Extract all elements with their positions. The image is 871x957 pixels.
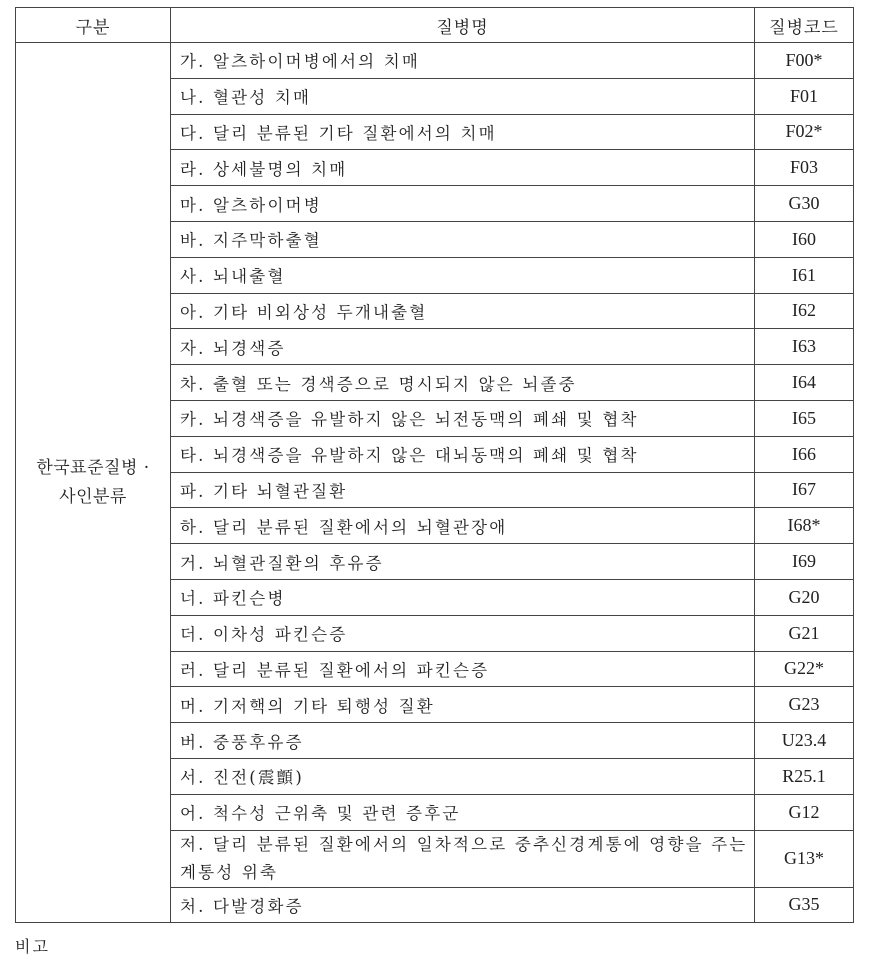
disease-code: I63 bbox=[755, 329, 854, 365]
disease-code: G20 bbox=[755, 579, 854, 615]
header-category: 구분 bbox=[16, 8, 171, 43]
disease-name: 가. 알츠하이머병에서의 치매 bbox=[171, 43, 755, 79]
disease-code: R25.1 bbox=[755, 758, 854, 794]
disease-code: I60 bbox=[755, 221, 854, 257]
disease-code: I68* bbox=[755, 508, 854, 544]
disease-code: U23.4 bbox=[755, 723, 854, 759]
category-label-line2: 사인분류 bbox=[59, 486, 127, 507]
disease-code: I64 bbox=[755, 365, 854, 401]
disease-name: 라. 상세불명의 치매 bbox=[171, 150, 755, 186]
disease-code: I69 bbox=[755, 544, 854, 580]
disease-name: 아. 기타 비외상성 두개내출혈 bbox=[171, 293, 755, 329]
disease-code: F03 bbox=[755, 150, 854, 186]
disease-name: 저. 달리 분류된 질환에서의 일차적으로 중추신경계통에 영향을 주는 계통성 위축 bbox=[171, 830, 755, 887]
disease-name: 처. 다발경화증 bbox=[171, 887, 755, 923]
disease-name: 거. 뇌혈관질환의 후유증 bbox=[171, 544, 755, 580]
disease-code: I61 bbox=[755, 257, 854, 293]
disease-code: I66 bbox=[755, 436, 854, 472]
disease-name: 너. 파킨슨병 bbox=[171, 579, 755, 615]
disease-name: 바. 지주막하출혈 bbox=[171, 221, 755, 257]
table-row bbox=[16, 43, 854, 79]
disease-code: G13* bbox=[755, 830, 854, 887]
disease-code: G22* bbox=[755, 651, 854, 687]
disease-name: 나. 혈관성 치매 bbox=[171, 78, 755, 114]
disease-name: 사. 뇌내출혈 bbox=[171, 257, 755, 293]
disease-name: 버. 중풍후유증 bbox=[171, 723, 755, 759]
disease-name: 서. 진전(震顫) bbox=[171, 758, 755, 794]
disease-name: 더. 이차성 파킨슨증 bbox=[171, 615, 755, 651]
disease-code-table bbox=[15, 7, 854, 923]
disease-code: F02* bbox=[755, 114, 854, 150]
header-disease-code: 질병코드 bbox=[755, 8, 854, 43]
disease-name: 파. 기타 뇌혈관질환 bbox=[171, 472, 755, 508]
disease-name: 하. 달리 분류된 질환에서의 뇌혈관장애 bbox=[171, 508, 755, 544]
disease-code: G35 bbox=[755, 887, 854, 923]
footer-note: 비고 bbox=[15, 937, 50, 956]
disease-code: G30 bbox=[755, 186, 854, 222]
disease-name: 어. 척수성 근위축 및 관련 증후군 bbox=[171, 794, 755, 830]
disease-code: I65 bbox=[755, 400, 854, 436]
disease-name: 마. 알츠하이머병 bbox=[171, 186, 755, 222]
disease-code: G23 bbox=[755, 687, 854, 723]
disease-code: I62 bbox=[755, 293, 854, 329]
disease-name: 타. 뇌경색증을 유발하지 않은 대뇌동맥의 폐쇄 및 협착 bbox=[171, 436, 755, 472]
category-label-line1: 한국표준질병 · bbox=[36, 457, 150, 478]
disease-name: 다. 달리 분류된 기타 질환에서의 치매 bbox=[171, 114, 755, 150]
category-cell bbox=[16, 43, 171, 923]
disease-name: 자. 뇌경색증 bbox=[171, 329, 755, 365]
disease-name: 차. 출혈 또는 경색증으로 명시되지 않은 뇌졸중 bbox=[171, 365, 755, 401]
disease-name: 러. 달리 분류된 질환에서의 파킨슨증 bbox=[171, 651, 755, 687]
disease-code: F00* bbox=[755, 43, 854, 79]
disease-name: 머. 기저핵의 기타 퇴행성 질환 bbox=[171, 687, 755, 723]
disease-name: 카. 뇌경색증을 유발하지 않은 뇌전동맥의 폐쇄 및 협착 bbox=[171, 400, 755, 436]
disease-code: G21 bbox=[755, 615, 854, 651]
disease-code: F01 bbox=[755, 78, 854, 114]
table-header-row bbox=[16, 8, 854, 43]
header-disease-name: 질병명 bbox=[171, 8, 755, 43]
disease-code: G12 bbox=[755, 794, 854, 830]
disease-code: I67 bbox=[755, 472, 854, 508]
